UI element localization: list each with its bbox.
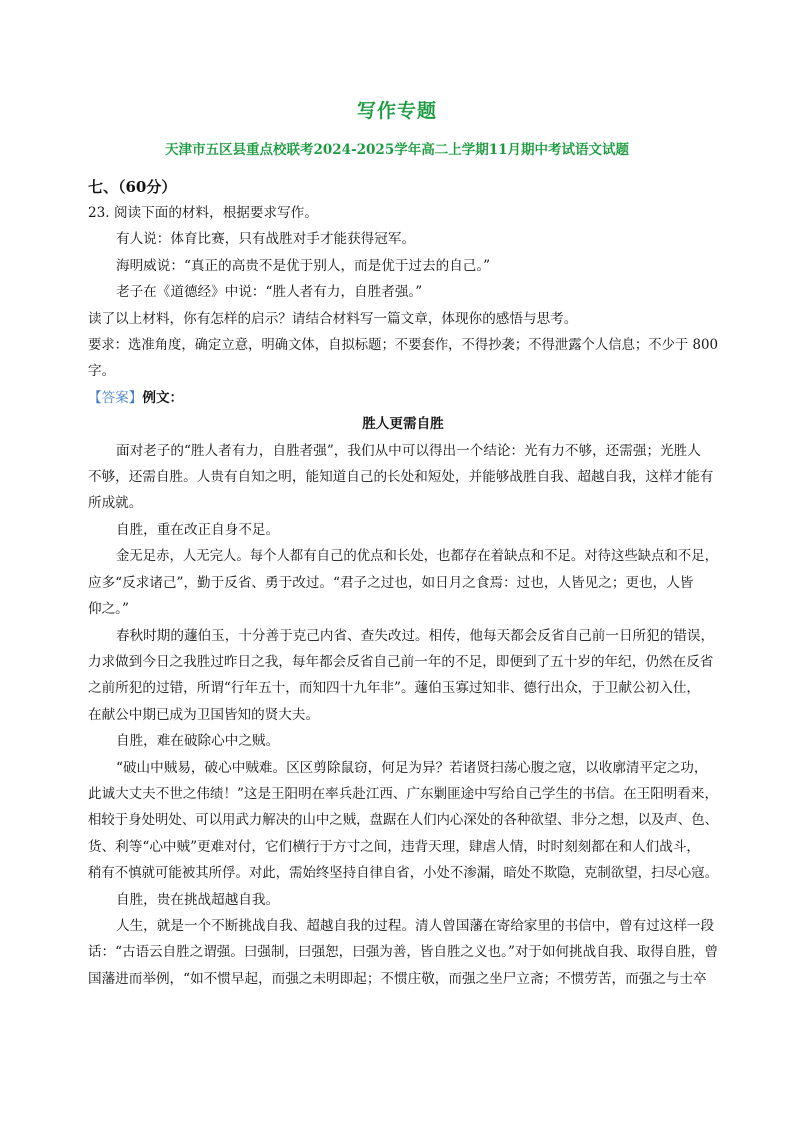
essay-line: 人生，就是一个不断挑战自我、超越自我的过程。清人曾国藩在寄给家里的书信中，曾有过这样一段 <box>116 917 715 934</box>
requirement-line: 字。 <box>88 363 116 380</box>
material-item: 海明威说：“真正的高贵不是优于别人，而是优于过去的自己。” <box>116 257 491 274</box>
answer-label-row <box>88 385 718 411</box>
essay-line: 之前所犯的过错，所谓“行年五十，而知四十九年非”。蘧伯玉寡过知非、德行出众，于卫献公初入仕， <box>88 680 701 697</box>
essay-line: 此诚大丈夫不世之伟绩！”这是王阳明在率兵赴江西、广东剿匪途中写给自己学生的书信。在王阳明看来， <box>88 785 718 802</box>
essay-line: 稍有不慎就可能被其所俘。对此，需始终坚持自律自省，小处不渗漏，暗处不欺隐，克制欲望，扫尽心寇。 <box>88 865 719 882</box>
task-text: 读了以上材料，你有怎样的启示？请结合材料写一篇文章，体现你的感悟与思考。 <box>88 310 578 327</box>
section-heading: 七、（60分） <box>88 178 177 196</box>
essay-line: 话：“古语云自胜之谓强。曰强制，曰强恕，曰强为善，皆自胜之义也。”对于如何挑战自我、取得自胜，曾 <box>88 944 719 961</box>
essay-subheading: 自胜，重在改正自身不足。 <box>116 521 280 538</box>
page-title: 写作专题 <box>356 100 437 122</box>
essay-line: 力求做到今日之我胜过昨日之我，每年都会反省自己前一年的不足，即便到了五十岁的年纪，仍然在反省 <box>88 653 714 670</box>
essay-subheading: 自胜，难在破除心中之贼。 <box>116 733 280 750</box>
answer-tag: 【答案】 <box>88 389 143 406</box>
question-prompt: 23. 阅读下面的材料，根据要求写作。 <box>88 205 318 221</box>
essay-line: 所成就。 <box>88 495 143 512</box>
exam-source: 天津市五区县重点校联考2024-2025学年高二上学期11月期中考试语文试题 <box>164 142 630 158</box>
material-item: 有人说：体育比赛，只有战胜对手才能获得冠军。 <box>116 231 416 248</box>
essay-title: 胜人更需自胜 <box>362 416 444 433</box>
essay-line: 货、利等“心中贼”更难对付，它们横行于方寸之间，违背天理，肆虐人情，时时刻刻都在和人们战斗， <box>88 838 701 855</box>
requirement-line: 要求：选准角度，确定立意，明确文体，自拟标题；不要套作，不得抄袭；不得泄露个人信息；不少于 800 <box>88 337 718 354</box>
essay-line: 面对老子的“胜人者有力，自胜者强”，我们从中可以得出一个结论：光有力不够，还需强；光胜人 <box>116 442 701 459</box>
essay-line: 金无足赤，人无完人。每个人都有自己的优点和长处，也都存在着缺点和不足。对待这些缺点和不足， <box>116 548 718 565</box>
essay-line: 国藩进而举例，“如不惯早起，而强之未明即起；不惯庄敬，而强之坐尸立斋；不惯劳苦，而强之与士卒 <box>88 970 707 987</box>
essay-line: 春秋时期的蘧伯玉，十分善于克己内省、查失改过。相传，他每天都会反省自己前一日所犯的错误， <box>116 627 715 644</box>
essay-line: 应多“反求诸己”，勤于反省、勇于改过。“君子之过也，如日月之食焉：过也，人皆见之；更也，人皆 <box>88 574 694 591</box>
essay-line: 不够，还需自胜。人贵有自知之明，能知道自己的长处和短处，并能够战胜自我、超越自我，这样才能有 <box>88 469 714 486</box>
essay-line: “破山中贼易，破心中贼难。区区剪除鼠窃，何足为异？若诸贤扫荡心腹之寇，以收廓清平定之功， <box>116 759 708 776</box>
example-label: 例文： <box>142 389 184 406</box>
essay-subheading: 自胜，贵在挑战超越自我。 <box>116 891 280 908</box>
material-item: 老子在《道德经》中说：“胜人者有力，自胜者强。” <box>116 284 423 301</box>
essay-line: 仰之。” <box>88 601 129 618</box>
document-body <box>88 174 718 992</box>
essay-line: 相较于身处明处、可以用武力解决的山中之贼，盘踞在人们内心深处的各种欲望、非分之想，以及声、色、 <box>88 812 719 829</box>
essay-line: 在献公中期已成为卫国皆知的贤大夫。 <box>88 706 320 723</box>
